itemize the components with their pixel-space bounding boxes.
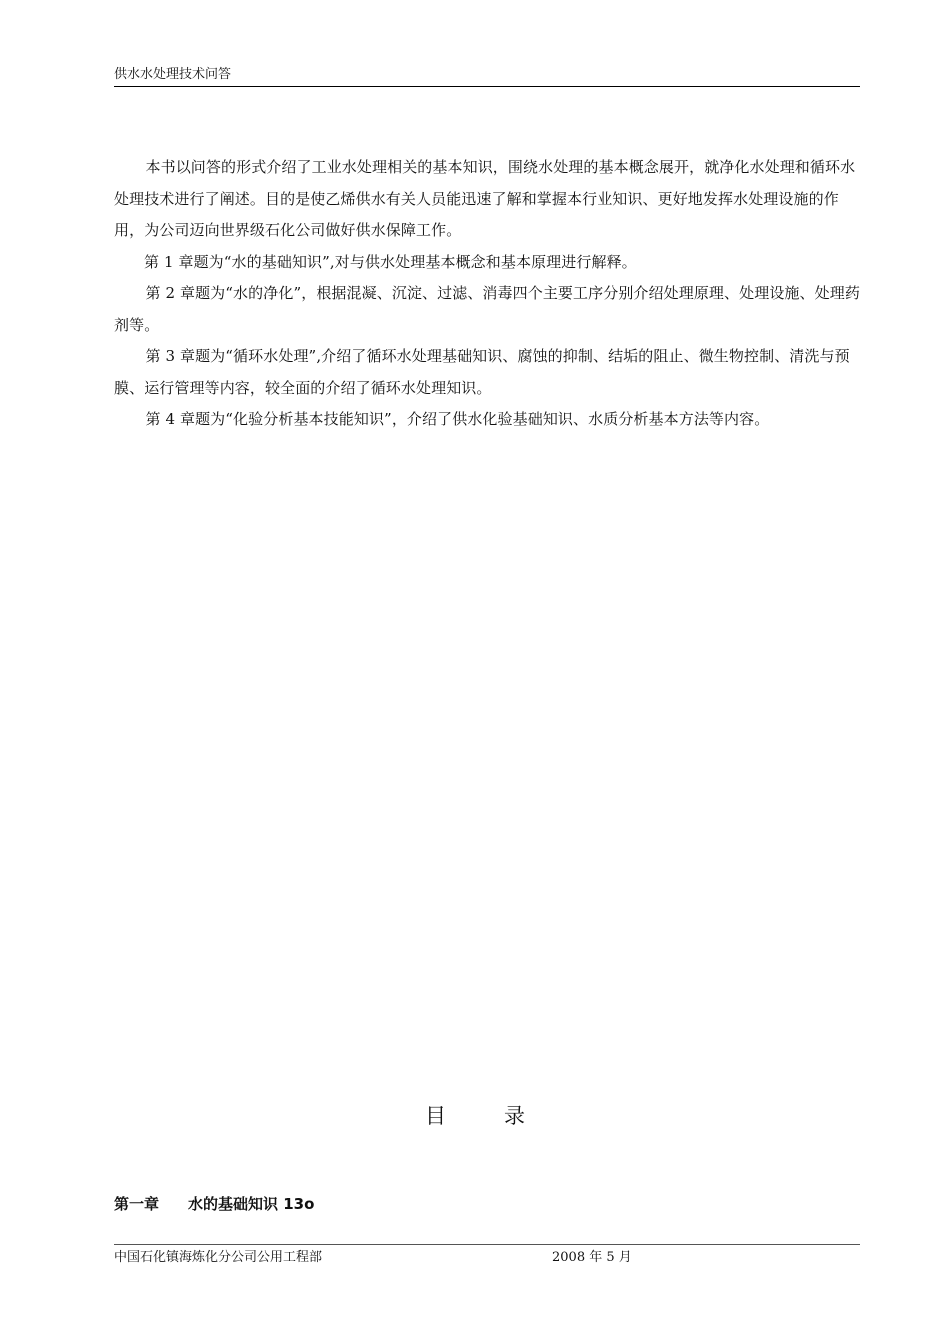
- page-footer: [114, 1244, 860, 1267]
- footer-date: 2008 年 5 月: [552, 1250, 632, 1265]
- intro-paragraph-chapter-2: 第 2 章题为“水的净化”，根据混凝、沉淀、过滤、消毒四个主要工序分别介绍处理原理、处理设施、处理药剂等。: [114, 284, 860, 334]
- toc-title: [0, 1100, 950, 1130]
- header-title: 供水水处理技术问答: [114, 67, 232, 82]
- toc-title-left: 目: [425, 1104, 446, 1128]
- toc-entry-title: 水的基础知识 13: [188, 1195, 305, 1213]
- intro-section: [114, 152, 860, 436]
- toc-entry-chapter-label: 第一章: [114, 1195, 160, 1213]
- toc-entry-suffix: o: [304, 1195, 315, 1213]
- intro-paragraph-chapter-3: 第 3 章题为“循环水处理”,介绍了循环水处理基础知识、腐蚀的抑制、结垢的阻止、微生物控制、清洗与预膜、运行管理等内容，较全面的介绍了循环水处理知识。: [114, 347, 850, 397]
- intro-paragraph-chapter-1: 第 1 章题为“水的基础知识”,对与供水处理基本概念和基本原理进行解释。: [144, 252, 637, 271]
- page-header: [114, 66, 860, 87]
- intro-paragraph-chapter-4: 第 4 章题为“化验分析基本技能知识”，介绍了供水化验基础知识、水质分析基本方法等内容。: [145, 410, 770, 428]
- toc-entry-chapter-1[interactable]: [114, 1193, 314, 1215]
- toc-title-right: 录: [504, 1104, 525, 1128]
- intro-paragraph-overview: 本书以问答的形式介绍了工业水处理相关的基本知识，围绕水处理的基本概念展开，就净化水处理和循环水处理技术进行了阐述。目的是使乙烯供水有关人员能迅速了解和掌握本行业知识、更好地发挥水处理设施的作用，为公司迈向世界级石化公司做好供水保障工作。: [114, 158, 856, 239]
- footer-organization: 中国石化镇海炼化分公司公用工程部: [114, 1250, 323, 1265]
